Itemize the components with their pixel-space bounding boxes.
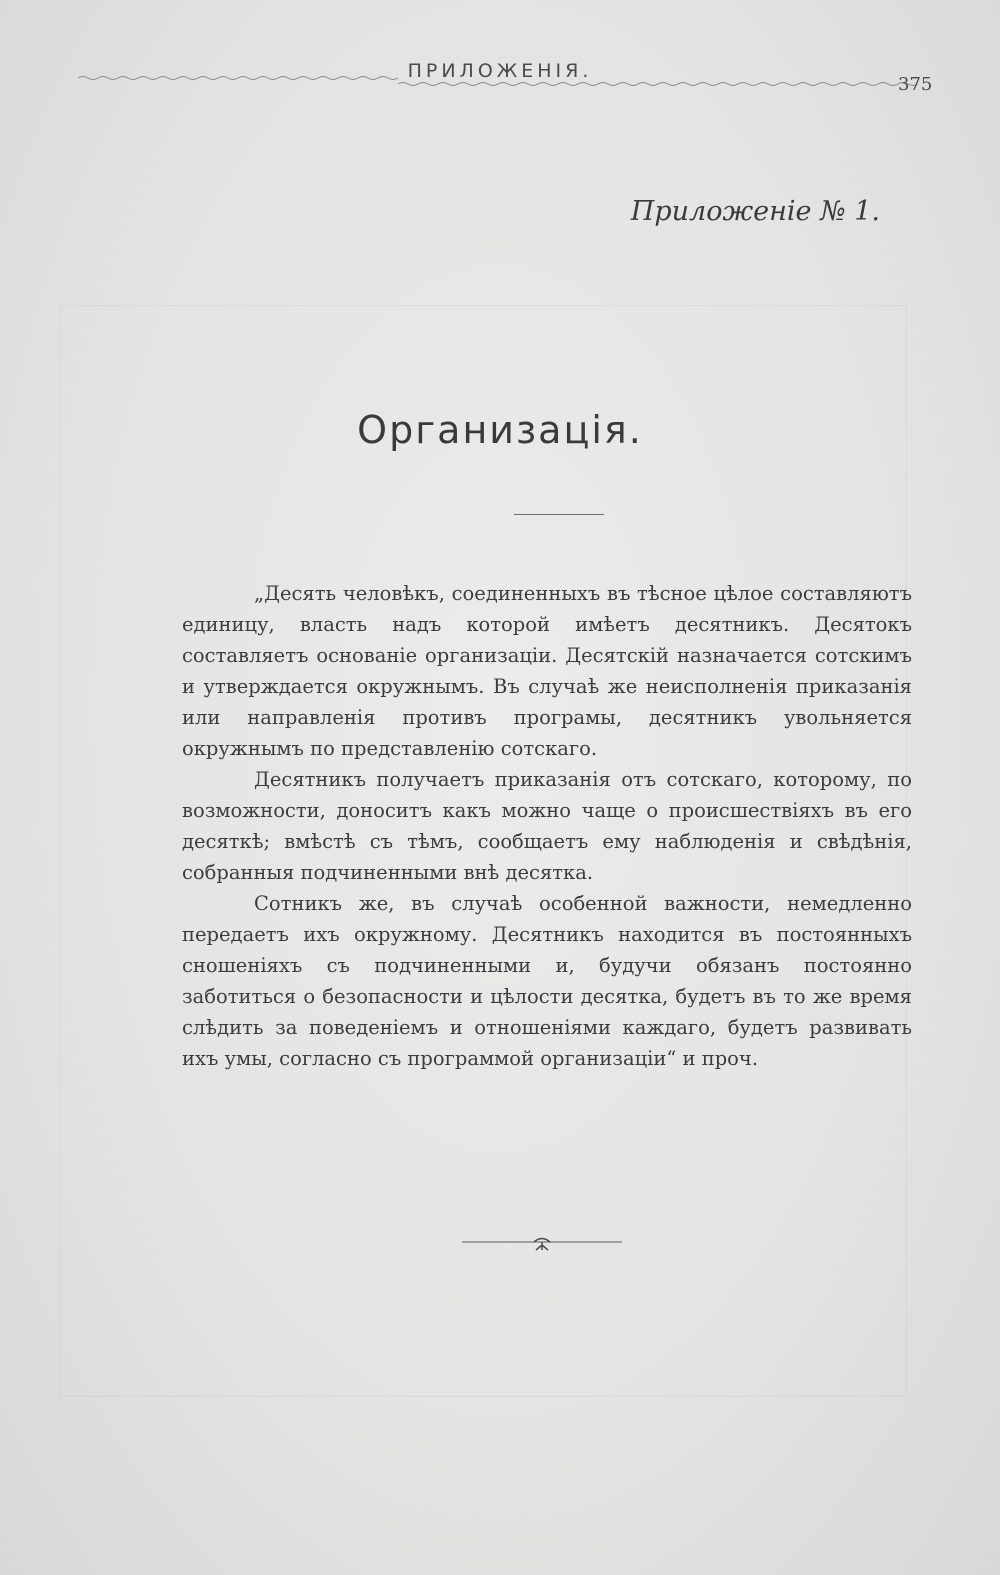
body-text bbox=[182, 578, 912, 1074]
paragraph-2: Десятникъ получаетъ приказанiя отъ сотскаго, которому, по возможности, доноситъ какъ можно чаще о происшествiяхъ въ его десяткѣ; вмѣстѣ съ тѣмъ, сообщаетъ ему наблюденiя и свѣдѣнiя, собранныя подчиненными внѣ десятка. bbox=[182, 768, 912, 884]
wavy-header-rule bbox=[78, 70, 928, 110]
appendix-label: Приложенiе № 1. bbox=[630, 196, 880, 227]
paragraph-3: Сотникъ же, въ случаѣ особенной важности, немедленно передаетъ ихъ окружному. Десятникъ находится въ постоянныхъ сношенiяхъ съ подчиненными и, будучи обязанъ постоянно заботиться о безопасности и цѣлости десятка, будетъ въ то же время слѣдить за поведенiемъ и отношенiями каждаго, будетъ развивать ихъ умы, согласно съ программой организацiи“ и проч. bbox=[182, 892, 912, 1070]
running-head: ПРИЛОЖЕНIЯ. bbox=[407, 60, 593, 82]
section-title: Организацiя. bbox=[357, 408, 643, 452]
fleuron-ornament-icon bbox=[462, 1232, 622, 1256]
page-number: 375 bbox=[898, 74, 933, 95]
paragraph-1: „Десять человѣкъ, соединенныхъ въ тѣсное цѣлое составляютъ единицу, власть надъ которой имѣетъ десятникъ. Десятокъ составляетъ основанiе организацiи. Десятскiй назначается сотскимъ и утверждается окружнымъ. Въ случаѣ же неисполненiя приказанiя или направленiя противъ програмы, десятникъ увольняется окружнымъ по представленiю сотскаго. bbox=[182, 582, 912, 760]
title-divider bbox=[514, 514, 604, 515]
